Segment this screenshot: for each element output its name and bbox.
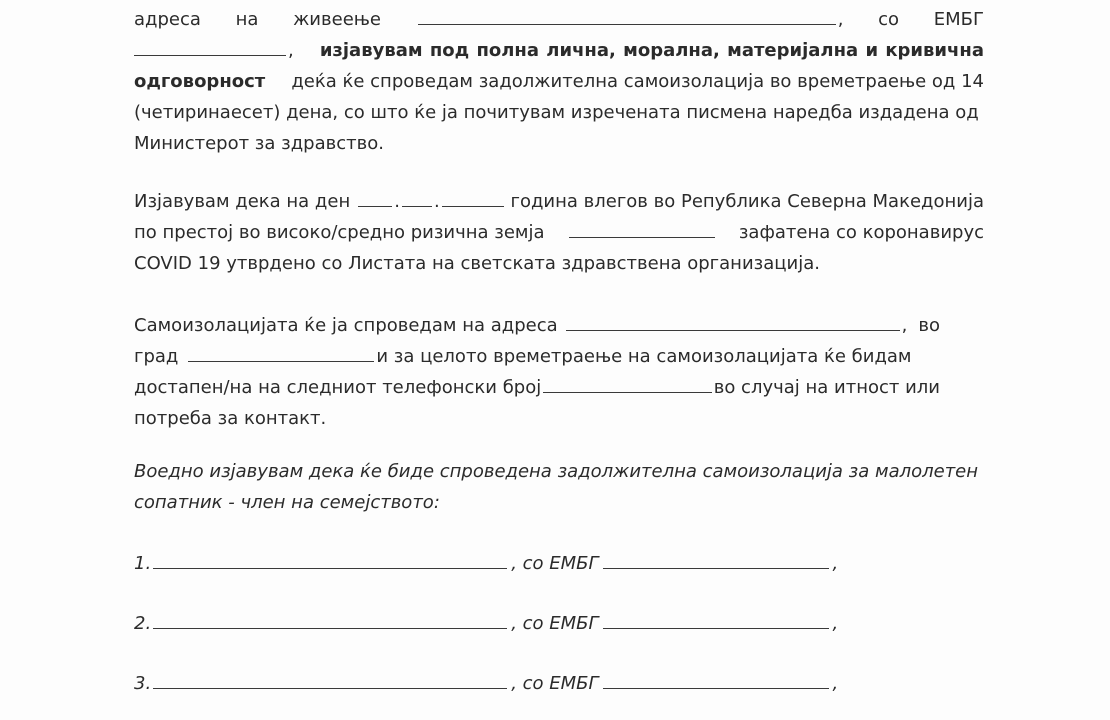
duration-line: (четиринаесет) дена, со што ќе ја почитувам изречената писмена наредба издадена од — [134, 102, 979, 123]
risk-country-label: по престој во високо/средно ризична земја — [134, 222, 545, 243]
text-adresa: адреса — [134, 9, 201, 30]
bold-declaration-text: изјавувам под полна лична, морална, материјална и кривична — [319, 40, 984, 61]
minor-declaration-line: Воедно изјавувам дека ќе биде спроведена задолжителна самоизолација за малолетен — [134, 461, 979, 482]
member-name-field[interactable] — [153, 668, 507, 689]
isolation-address-label: Самоизолацијата ќе ја спроведам на адреса — [134, 315, 558, 336]
comma: , — [832, 613, 839, 634]
comma: , — [288, 40, 294, 61]
contact-line: потреба за контакт. — [134, 408, 327, 429]
family-member-row — [134, 668, 838, 699]
year-field[interactable] — [442, 186, 504, 207]
member-number: 2. — [134, 613, 152, 634]
embg-line — [134, 35, 984, 66]
text-so: со — [878, 9, 900, 30]
entry-date-line — [134, 186, 984, 217]
embg-field[interactable] — [134, 35, 286, 56]
ministry-line: Министерот за здравство. — [134, 133, 384, 154]
paragraph-isolation-address — [134, 310, 940, 434]
phone-label: достапен/на на следниот телефонски број — [134, 377, 542, 398]
city-label: град — [134, 346, 179, 367]
text-ziveenje: живеење — [293, 9, 382, 30]
comma: , — [832, 673, 839, 694]
emergency-text: во случај на итност или — [713, 377, 940, 398]
family-member-row — [134, 608, 838, 639]
risk-country-line — [134, 217, 984, 248]
self-isolation-text: деќа ќе спроведам задолжителна самоизолација во времетраење од 14 — [291, 71, 984, 92]
dot: . — [394, 191, 400, 212]
member-embg-label: , со ЕМБГ — [511, 673, 599, 694]
bold-responsibility: одговорност — [134, 71, 266, 92]
member-embg-field[interactable] — [603, 608, 829, 629]
coronavirus-text: зафатена со коронавирус — [738, 222, 984, 243]
entry-country-text: година влегов во Република Северна Македонија — [510, 191, 984, 212]
isolation-address-line — [134, 310, 940, 341]
day-field[interactable] — [358, 186, 392, 207]
member-name-field[interactable] — [153, 548, 507, 569]
paragraph-personal-declaration — [134, 4, 984, 159]
city-line — [134, 341, 940, 372]
phone-field[interactable] — [543, 372, 711, 393]
covid-list-line: COVID 19 утврдено со Листата на светската здравствена организација. — [134, 253, 820, 274]
availability-text: и за целото времетраење на самоизолацијата ќе бидам — [376, 346, 912, 367]
member-embg-field[interactable] — [603, 668, 829, 689]
comma: , — [901, 315, 908, 336]
member-embg-label: , со ЕМБГ — [511, 553, 599, 574]
family-member-line: сопатник - член на семејството: — [134, 492, 440, 513]
text-na: на — [235, 9, 259, 30]
text-vo: во — [918, 315, 940, 336]
member-number: 3. — [134, 673, 152, 694]
address-field[interactable] — [418, 4, 836, 25]
member-name-field[interactable] — [153, 608, 507, 629]
member-embg-field[interactable] — [603, 548, 829, 569]
comma: , — [832, 553, 839, 574]
responsibility-line — [134, 66, 984, 97]
text-embg: ЕМБГ — [933, 9, 984, 30]
month-field[interactable] — [402, 186, 432, 207]
member-number: 1. — [134, 553, 152, 574]
isolation-address-field[interactable] — [566, 310, 900, 331]
city-field[interactable] — [188, 341, 374, 362]
dot: . — [433, 191, 440, 212]
address-line — [134, 4, 984, 35]
phone-line — [134, 372, 940, 403]
paragraph-entry-date — [134, 186, 984, 279]
entry-date-label: Изјавувам дека на ден — [134, 191, 351, 212]
paragraph-minor-companion — [134, 456, 984, 518]
country-field[interactable] — [569, 217, 715, 238]
member-embg-label: , со ЕМБГ — [511, 613, 599, 634]
family-member-row — [134, 548, 838, 579]
comma: , — [837, 9, 844, 30]
